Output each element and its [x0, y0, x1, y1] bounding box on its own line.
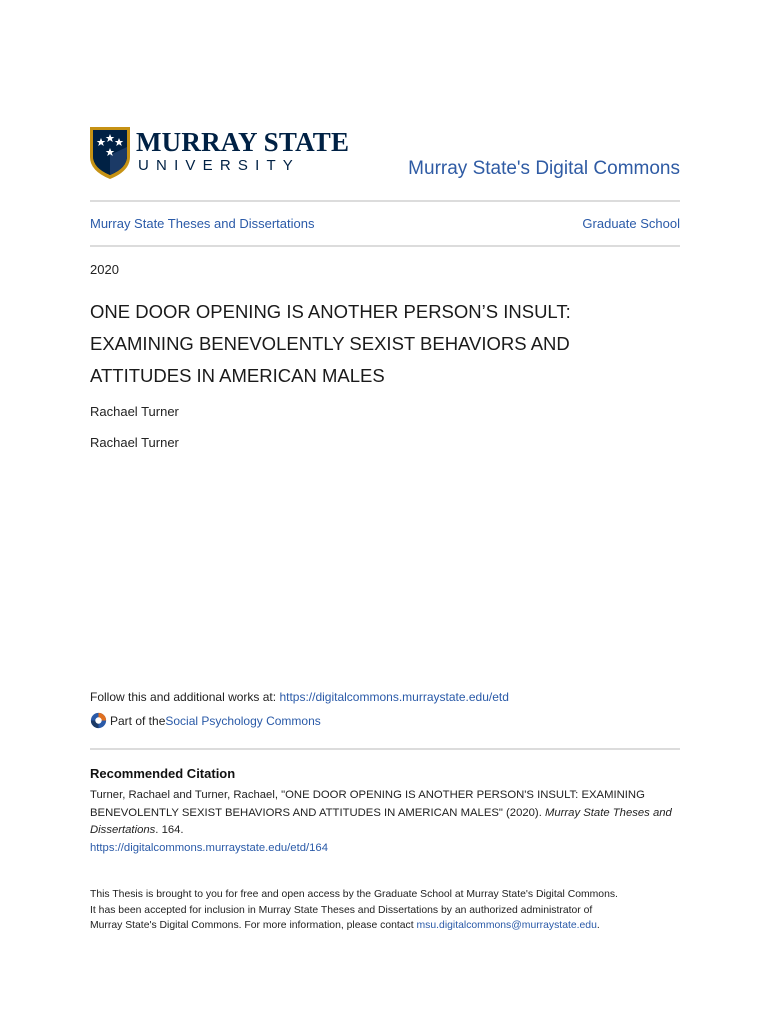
repository-name-link[interactable]: Murray State's Digital Commons: [408, 158, 680, 179]
logo-wordmark-line1: MURRAY STATE: [136, 127, 350, 157]
access-notice: [90, 887, 690, 934]
author-name: Rachael Turner: [90, 404, 179, 419]
part-of-prefix: Part of the: [110, 713, 166, 728]
publication-year: 2020: [90, 262, 119, 277]
citation-heading: Recommended Citation: [90, 766, 236, 781]
notice-line: This Thesis is brought to you for free and open access by the Graduate School at Murray State's Digital Commons.: [90, 889, 618, 900]
part-of-line: [90, 712, 321, 729]
follow-text: Follow this and additional works at:: [90, 690, 280, 704]
university-logo[interactable]: [90, 127, 380, 183]
citation-series: Murray State Theses and Dissertations: [90, 806, 672, 836]
citation-text: Turner, Rachael and Turner, Rachael, "ONE DOOR OPENING IS ANOTHER PERSON'S INSULT: EXAMINING BENEVOLENTLY SEXIST BEHAVIORS AND ATTITUDES IN AMERICAN MALES" (2020).: [90, 789, 645, 819]
notice-line-suffix: .: [596, 920, 600, 931]
document-title: [90, 296, 690, 392]
citation-url-link[interactable]: https://digitalcommons.murraystate.edu/etd/164: [90, 841, 328, 854]
divider-nav: [90, 245, 680, 247]
shield-icon: [90, 127, 130, 179]
series-link[interactable]: Murray State Theses and Dissertations: [90, 216, 315, 231]
citation-number: . 164.: [155, 824, 184, 836]
notice-line-prefix: Murray State's Digital Commons. For more information, please contact: [90, 920, 417, 931]
author-name: Rachael Turner: [90, 435, 179, 450]
citation-block: [90, 787, 680, 857]
title-line: EXAMINING BENEVOLENTLY SEXIST BEHAVIORS AND: [90, 333, 570, 354]
logo-wordmark-line2: UNIVERSITY: [138, 157, 301, 174]
title-line: ATTITUDES IN AMERICAN MALES: [90, 365, 385, 386]
notice-line: It has been accepted for inclusion in Murray State Theses and Dissertations by an authorized administrator of: [90, 904, 593, 916]
divider-top: [90, 200, 680, 202]
divider-citation: [90, 748, 680, 750]
graduate-school-link[interactable]: Graduate School: [582, 216, 680, 231]
title-line: ONE DOOR OPENING IS ANOTHER PERSON’S INSULT:: [90, 301, 571, 322]
follow-line: [90, 690, 509, 704]
contact-email-link[interactable]: msu.digitalcommons@murraystate.edu: [416, 920, 597, 931]
collection-url-link[interactable]: https://digitalcommons.murraystate.edu/etd: [279, 690, 509, 704]
open-access-icon: [90, 712, 107, 729]
social-psychology-commons-link[interactable]: Social Psychology Commons: [165, 713, 321, 728]
